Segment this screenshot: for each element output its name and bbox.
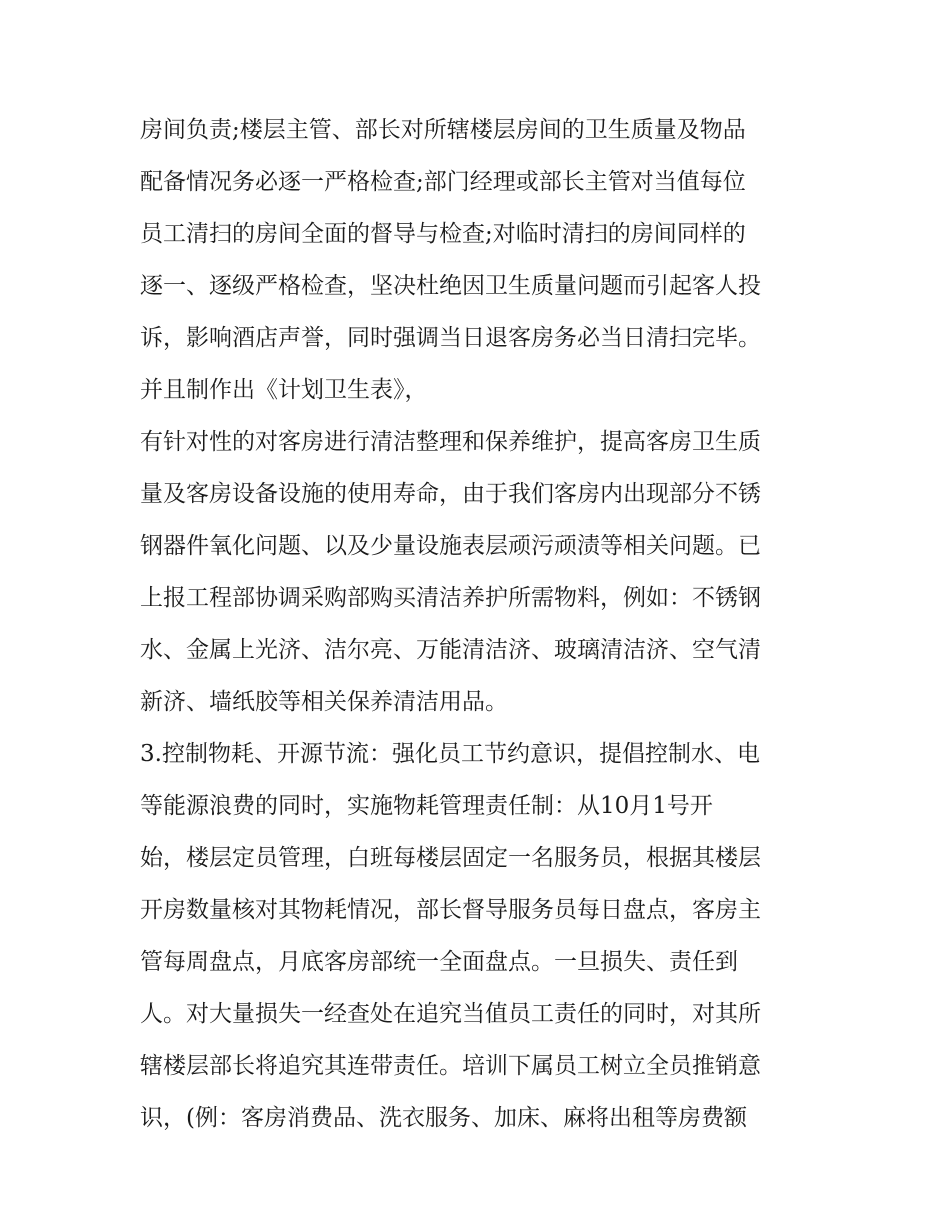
text-line-12: 新济、墙纸胶等相关保养清洁用品。 bbox=[140, 689, 508, 715]
text-line-10: 上报工程部协调采购部购买清洁养护所需物料，例如：不锈钢 bbox=[140, 585, 761, 611]
text-line-13: 3.控制物耗、开源节流：强化员工节约意识，提倡控制水、电 bbox=[140, 741, 760, 767]
text-line-4: 逐一、逐级严格检查，坚决杜绝因卫生质量问题而引起客人投 bbox=[140, 273, 761, 299]
text-line-8: 量及客房设备设施的使用寿命，由于我们客房内出现部分不锈 bbox=[140, 481, 761, 507]
text-line-11: 水、金属上光济、洁尔亮、万能清洁济、玻璃清洁济、空气清 bbox=[140, 637, 761, 663]
text-line-6: 并且制作出《计划卫生表》， bbox=[140, 377, 428, 403]
text-line-18: 人。对大量损失一经查处在追究当值员工责任的同时，对其所 bbox=[140, 1001, 761, 1027]
text-line-3: 员工清扫的房间全面的督导与检查;对临时清扫的房间同样的 bbox=[140, 221, 746, 247]
body-text bbox=[140, 104, 820, 1144]
text-line-20: 识，(例：客房消费品、洗衣服务、加床、麻将出租等房费额 bbox=[140, 1105, 747, 1131]
text-line-2: 配备情况务必逐一严格检查;部门经理或部长主管对当值每位 bbox=[140, 169, 746, 195]
text-line-17: 管每周盘点，月底客房部统一全面盘点。一旦损失、责任到 bbox=[140, 949, 738, 975]
text-line-19: 辖楼层部长将追究其连带责任。培训下属员工树立全员推销意 bbox=[140, 1053, 761, 1079]
text-line-9: 钢器件氧化问题、以及少量设施表层顽污顽渍等相关问题。已 bbox=[140, 533, 761, 559]
text-line-15: 始，楼层定员管理，白班每楼层固定一名服务员，根据其楼层 bbox=[140, 845, 761, 871]
text-line-14: 等能源浪费的同时，实施物耗管理责任制：从10月1号开 bbox=[140, 793, 713, 819]
text-line-16: 开房数量核对其物耗情况，部长督导服务员每日盘点，客房主 bbox=[140, 897, 761, 923]
text-line-5: 诉，影响酒店声誉，同时强调当日退客房务必当日清扫完毕。 bbox=[140, 325, 761, 351]
text-line-7: 有针对性的对客房进行清洁整理和保养维护，提高客房卫生质 bbox=[140, 429, 761, 455]
text-line-1: 房间负责;楼层主管、部长对所辖楼层房间的卫生质量及物品 bbox=[140, 117, 746, 143]
